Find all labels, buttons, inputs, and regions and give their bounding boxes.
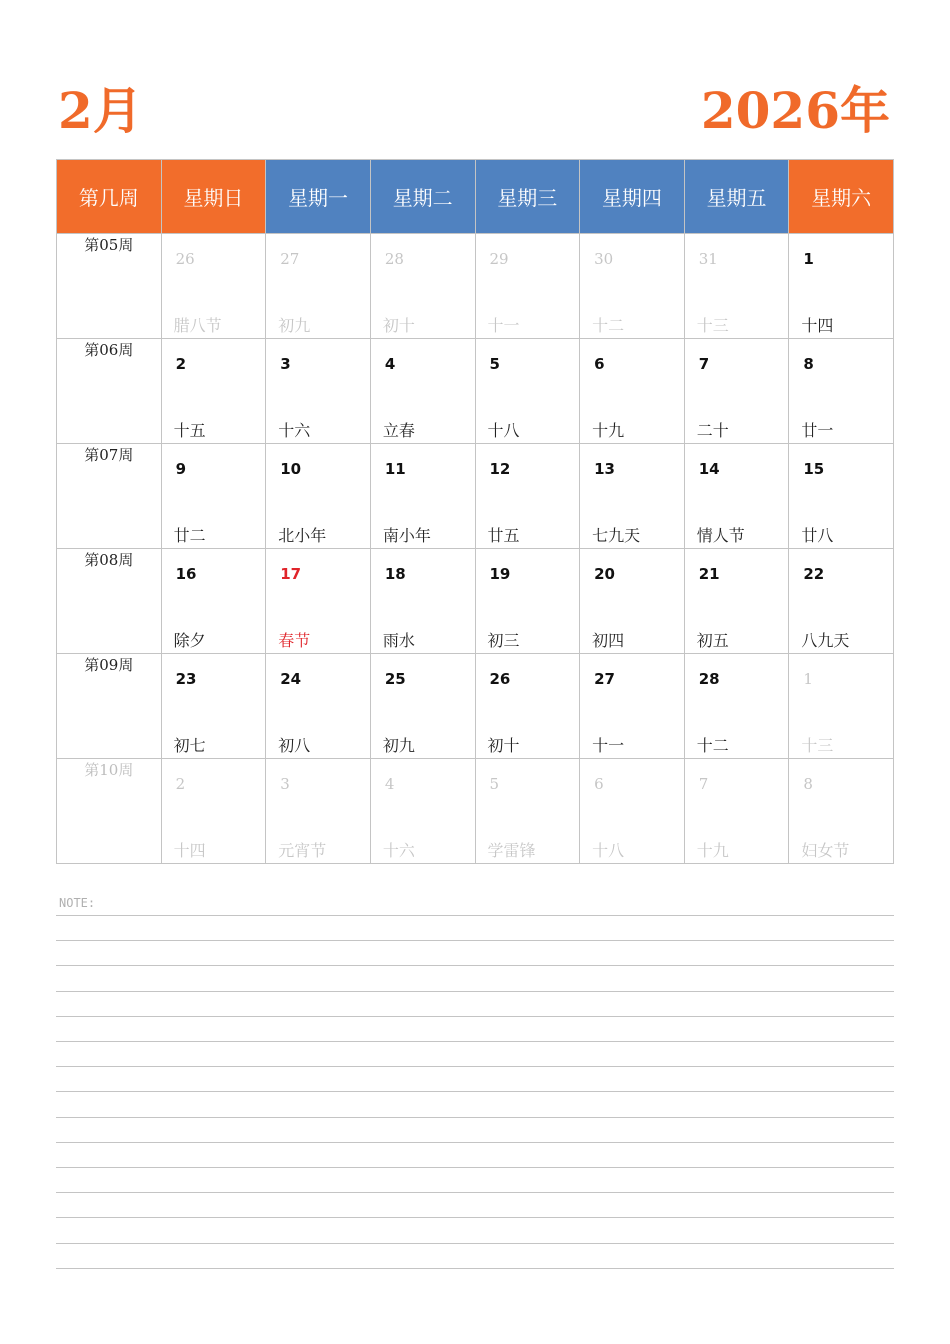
day-cell[interactable] [580,444,685,549]
day-cell[interactable] [370,234,475,339]
day-number: 5 [489,775,500,793]
note-line [56,1167,894,1168]
day-number: 27 [594,670,615,688]
day-cell[interactable] [266,234,371,339]
day-number: 2 [175,775,186,793]
day-number: 10 [280,460,302,478]
week-number-label: 第06周 [57,339,162,444]
lunar-date: 元宵节 [278,841,327,860]
day-number: 1 [803,250,814,268]
day-number: 26 [175,250,195,268]
lunar-date: 情人节 [696,526,745,545]
day-number: 9 [175,460,187,478]
lunar-date: 十九 [592,421,625,440]
day-number: 11 [384,460,406,478]
note-line [56,1243,894,1244]
header-week-number: 第几周 [57,160,162,234]
day-number: 4 [384,775,395,793]
day-cell[interactable] [161,444,266,549]
day-cell[interactable] [684,549,789,654]
day-number: 19 [489,565,511,583]
lunar-date: 雨水 [382,631,415,650]
day-cell[interactable] [684,234,789,339]
lunar-date: 初五 [696,631,729,650]
lunar-date: 初四 [592,631,625,650]
lunar-date: 初十 [382,316,415,335]
lunar-date: 十八 [592,841,625,860]
lunar-date: 初九 [278,316,311,335]
weekday-header-row [57,160,894,234]
day-cell[interactable] [580,234,685,339]
day-number: 29 [489,250,509,268]
day-cell[interactable] [370,759,475,864]
day-number: 8 [803,355,814,373]
day-number: 20 [594,565,615,583]
day-cell[interactable] [370,549,475,654]
day-cell[interactable] [266,654,371,759]
month-title: 2月 [58,81,143,140]
day-number: 30 [594,250,614,268]
day-number: 4 [384,355,396,373]
day-cell[interactable] [161,234,266,339]
lunar-date: 北小年 [278,526,327,545]
header-monday: 星期一 [266,160,371,234]
lunar-date: 十四 [173,841,206,860]
header-wednesday: 星期三 [475,160,580,234]
lunar-date: 十六 [278,421,311,440]
day-cell[interactable] [684,759,789,864]
day-number: 28 [698,670,720,688]
lunar-date: 立春 [382,421,415,440]
lunar-date: 二十 [696,421,729,440]
day-number: 12 [489,460,511,478]
note-line [56,1268,894,1269]
note-line [56,1117,894,1118]
lunar-date: 腊八节 [173,316,222,335]
day-cell[interactable] [475,234,580,339]
header-saturday: 星期六 [789,160,894,234]
day-cell[interactable] [580,654,685,759]
note-line [56,915,894,916]
day-cell[interactable] [370,444,475,549]
day-cell[interactable] [266,339,371,444]
lunar-date: 学雷锋 [487,841,536,860]
day-cell[interactable] [580,549,685,654]
lunar-date: 初三 [487,631,520,650]
lunar-date: 十九 [696,841,729,860]
day-cell[interactable] [789,549,894,654]
day-cell[interactable] [266,759,371,864]
day-number: 3 [280,775,290,793]
day-number: 26 [489,670,511,688]
lunar-date: 廿二 [173,526,206,545]
day-number: 7 [698,775,709,793]
week-number-label: 第10周 [57,759,162,864]
day-number: 17 [280,565,302,583]
lunar-date: 廿一 [801,421,834,440]
day-number: 22 [803,565,825,583]
day-cell[interactable] [789,654,894,759]
day-cell[interactable] [266,549,371,654]
note-line [56,1091,894,1092]
lunar-date: 春节 [278,631,311,650]
day-cell[interactable] [161,339,266,444]
lunar-date: 初八 [278,736,311,755]
lunar-date: 初十 [487,736,520,755]
day-number: 3 [280,355,291,373]
day-number: 13 [594,460,615,478]
week-row [57,759,894,864]
week-number-label: 第09周 [57,654,162,759]
week-row [57,444,894,549]
day-number: 1 [803,670,813,688]
lunar-date: 十一 [487,316,520,335]
note-label: NOTE: [59,896,96,910]
header-thursday: 星期四 [580,160,685,234]
lunar-date: 廿五 [487,526,520,545]
day-number: 18 [384,565,406,583]
day-number: 25 [384,670,406,688]
day-number: 8 [803,775,813,793]
lunar-date: 十六 [382,841,415,860]
day-number: 15 [803,460,825,478]
header-tuesday: 星期二 [370,160,475,234]
day-cell[interactable] [475,444,580,549]
lunar-date: 初七 [173,736,206,755]
lunar-date: 十一 [592,736,625,755]
day-cell[interactable] [475,339,580,444]
lunar-date: 十五 [173,421,206,440]
day-number: 6 [594,355,605,373]
year-title: 2026年 [700,81,890,140]
note-line [56,965,894,966]
day-cell[interactable] [266,444,371,549]
lunar-date: 十二 [696,736,729,755]
day-number: 6 [594,775,604,793]
week-row [57,549,894,654]
lunar-date: 七九天 [592,526,641,545]
day-cell[interactable] [475,759,580,864]
note-line [56,991,894,992]
day-cell[interactable] [161,549,266,654]
day-cell[interactable] [475,654,580,759]
day-cell[interactable] [580,759,685,864]
day-cell[interactable] [370,654,475,759]
day-number: 2 [175,355,187,373]
day-number: 31 [698,250,718,268]
day-number: 28 [384,250,404,268]
note-line [56,1217,894,1218]
lunar-date: 十三 [801,736,834,755]
lunar-date: 南小年 [382,526,431,545]
calendar-grid [56,159,894,864]
day-cell[interactable] [370,339,475,444]
week-number-label: 第08周 [57,549,162,654]
day-cell[interactable] [161,654,266,759]
day-cell[interactable] [789,234,894,339]
day-cell[interactable] [684,444,789,549]
week-row [57,654,894,759]
day-number: 14 [698,460,720,478]
note-line [56,1066,894,1067]
note-line [56,1041,894,1042]
day-cell[interactable] [684,654,789,759]
week-number-label: 第07周 [57,444,162,549]
note-line [56,1016,894,1017]
day-cell[interactable] [161,759,266,864]
day-number: 21 [698,565,720,583]
week-row [57,234,894,339]
lunar-date: 十二 [592,316,625,335]
lunar-date: 廿八 [801,526,834,545]
day-number: 24 [280,670,302,688]
week-row [57,339,894,444]
header-sunday: 星期日 [161,160,266,234]
week-number-label: 第05周 [57,234,162,339]
lunar-date: 十四 [801,316,834,335]
day-number: 7 [698,355,710,373]
lunar-date: 八九天 [801,631,850,650]
note-line [56,1192,894,1193]
day-cell[interactable] [789,339,894,444]
note-line [56,940,894,941]
day-number: 5 [489,355,500,373]
header-friday: 星期五 [684,160,789,234]
day-cell[interactable] [475,549,580,654]
lunar-date: 除夕 [173,631,206,650]
lunar-date: 妇女节 [801,841,850,860]
lunar-date: 初九 [382,736,415,755]
day-cell[interactable] [580,339,685,444]
day-number: 27 [280,250,300,268]
lunar-date: 十三 [696,316,729,335]
day-cell[interactable] [684,339,789,444]
note-line [56,1142,894,1143]
day-cell[interactable] [789,444,894,549]
day-number: 23 [175,670,197,688]
day-cell[interactable] [789,759,894,864]
day-number: 16 [175,565,197,583]
lunar-date: 十八 [487,421,520,440]
